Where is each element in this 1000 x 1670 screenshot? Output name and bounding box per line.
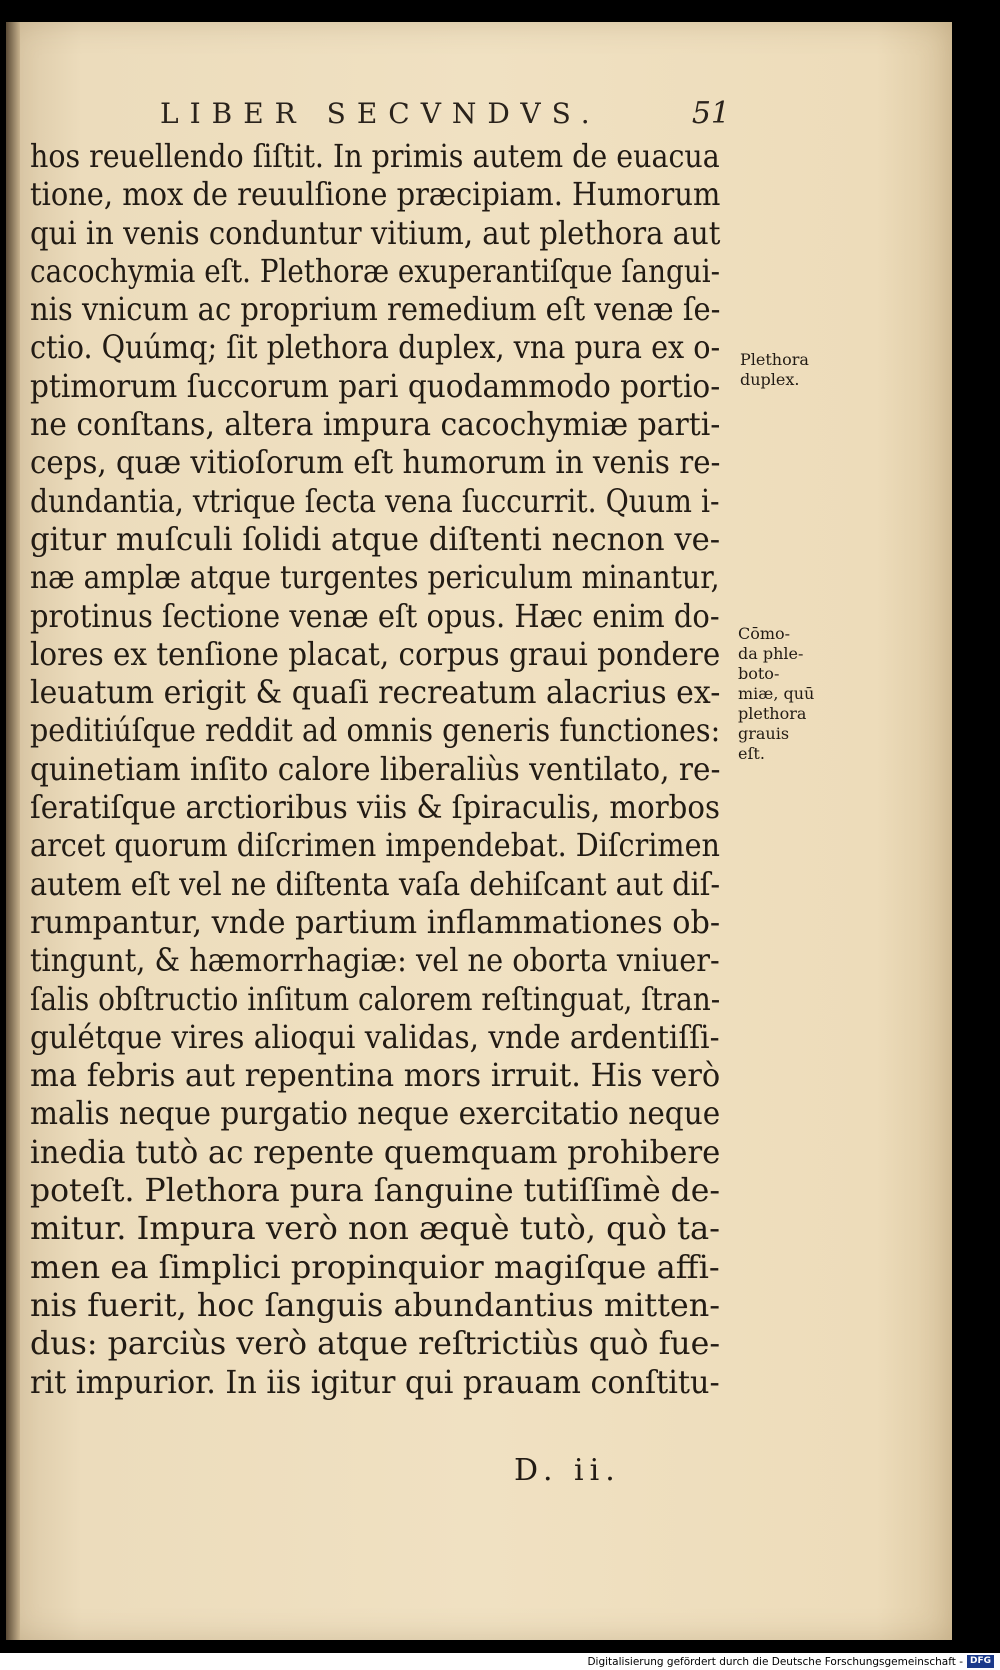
text-line: nis fuerit, hoc ſanguis abundantius mitten- <box>30 1287 721 1324</box>
text-line: mitur. Impura verò non æquè tutò, quò ta- <box>30 1211 720 1248</box>
text-line: qui in venis conduntur vitium, aut plethora aut <box>30 215 721 252</box>
text-line: næ amplæ atque turgentes periculum minantur, <box>30 560 720 597</box>
text-line: autem eſt vel ne diſtenta vaſa dehiſcant aut diſ- <box>30 866 721 903</box>
text-line: arcet quorum diſcrimen impendebat. Diſcrimen <box>30 828 720 865</box>
marginal-note-line: Plethora <box>740 350 809 369</box>
text-line: ſalis obſtructio inſitum calorem reſtinguat, ſtran- <box>30 981 721 1018</box>
text-line: gulétque vires alioqui validas, vnde ardentiſſi- <box>30 1019 720 1056</box>
text-line: ctio. Quúmq; ſit plethora duplex, vna pura ex o- <box>30 330 721 367</box>
marginal-note-line: duplex. <box>740 370 800 389</box>
dfg-logo: DFG <box>967 1655 994 1668</box>
text-line: dus: parciùs verò atque reſtrictiùs quò fue- <box>30 1326 721 1363</box>
signature-mark: D. ii. <box>514 1453 621 1488</box>
marginal-note-line: miæ, quū <box>738 684 815 703</box>
funding-credit: Digitalisierung gefördert durch die Deutsche Forschungsgemeinschaft - <box>587 1655 963 1668</box>
marginal-note-phlebotomy <box>738 624 814 764</box>
marginal-note-line: plethora <box>738 704 807 723</box>
book-spine-shadow <box>6 22 20 1640</box>
text-line: rumpantur, vnde partium inflammationes ob- <box>30 904 721 941</box>
text-line: nis vnicum ac proprium remedium eſt venæ ſe- <box>30 292 721 329</box>
marginal-note-line: boto- <box>738 664 780 683</box>
text-line: ceps, quæ vitioſorum eſt humorum in venis re- <box>30 445 721 482</box>
text-line: men ea ſimplici propinquior magiſque affi- <box>30 1249 720 1286</box>
text-line: tingunt, & hæmorrhagiæ: vel ne oborta vniuer- <box>30 943 720 980</box>
text-line: inedia tutò ac repente quemquam prohibere <box>30 1134 721 1171</box>
marginal-note-line: grauis <box>738 724 790 743</box>
page-number: 51 <box>691 96 730 131</box>
text-line: ptimorum ſuccorum pari quodammodo portio- <box>30 368 721 405</box>
text-line: leuatum erigit & quaſi recreatum alacrius ex- <box>30 675 721 712</box>
marginal-note-line: Cōmo- <box>738 624 791 643</box>
digitization-footer <box>0 1653 1000 1670</box>
text-line: tione, mox de reuulſione præcipiam. Humorum <box>30 177 721 214</box>
marginal-note-line: eſt. <box>738 744 765 763</box>
text-line: rit impurior. In iis igitur qui prauam conſtitu- <box>30 1364 720 1401</box>
text-line: lores ex tenſione placat, corpus graui pondere <box>30 636 721 673</box>
running-title: LIBER SECVNDVS. <box>160 97 601 130</box>
text-line: dundantia, vtrique ſecta vena ſuccurrit. Quum i- <box>30 483 720 520</box>
main-text-block <box>30 138 750 1402</box>
text-line: ne conſtans, altera impura cacochymiæ parti- <box>30 407 721 444</box>
marginal-note-line: da phle- <box>738 644 804 663</box>
text-line: gitur muſculi ſolidi atque diſtenti necnon ve- <box>30 521 721 558</box>
text-line: cacochymia eſt. Plethoræ exuperantiſque ſangui- <box>30 253 720 290</box>
text-line: ma febris aut repentina mors irruit. His verò <box>30 1058 721 1095</box>
text-line: quinetiam inſito calore liberaliùs ventilato, re- <box>30 751 721 788</box>
running-header <box>160 96 730 131</box>
text-line: hos reuellendo ſiſtit. In primis autem de euacua <box>30 139 720 175</box>
text-line: malis neque purgatio neque exercitatio neque <box>30 1096 721 1133</box>
text-line: protinus ſectione venæ eſt opus. Hæc enim do- <box>30 598 720 635</box>
text-line: ſeratiſque arctioribus viis & ſpiraculis, morbos <box>30 790 720 827</box>
text-line: peditiúſque reddit ad omnis generis functiones: <box>30 713 721 750</box>
marginal-note-plethora <box>740 350 809 390</box>
text-line: poteſt. Plethora pura ſanguine tutiſſimè de- <box>30 1173 720 1210</box>
